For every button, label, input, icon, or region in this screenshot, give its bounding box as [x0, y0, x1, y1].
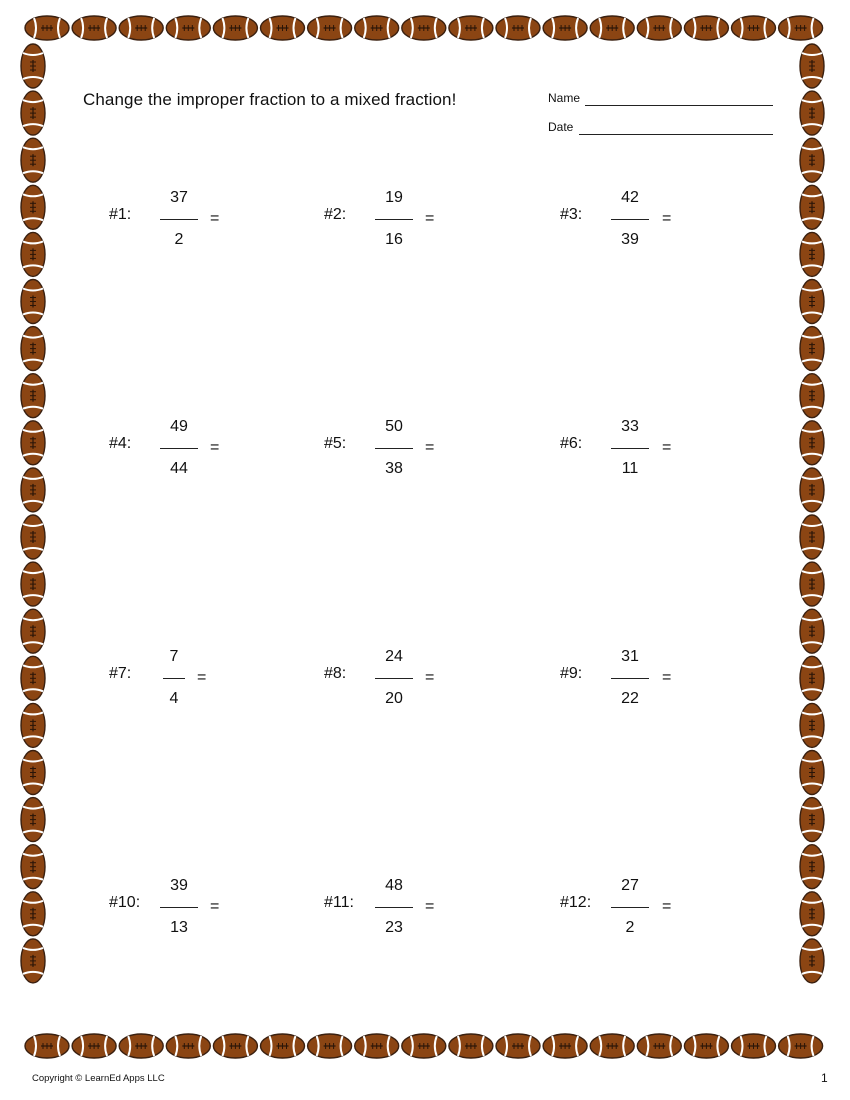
equals-sign: = — [662, 898, 672, 915]
football-icon — [449, 1034, 493, 1058]
numerator: 27 — [621, 877, 639, 894]
denominator: 2 — [174, 231, 184, 248]
fraction-bar — [611, 219, 649, 220]
denominator: 44 — [170, 460, 188, 477]
football-icon — [732, 16, 776, 40]
fraction — [160, 876, 198, 938]
problem-label: #9: — [560, 665, 583, 682]
fraction-bar — [611, 907, 649, 908]
football-icon — [261, 16, 305, 40]
football-icon — [800, 374, 824, 418]
football-icon — [21, 562, 45, 606]
equals-sign: = — [210, 210, 220, 227]
denominator: 20 — [385, 690, 403, 707]
fraction-bar — [160, 448, 198, 449]
denominator: 2 — [625, 919, 635, 936]
football-icon — [21, 609, 45, 653]
football-icon — [21, 421, 45, 465]
copyright-footer: Copyright © LearnEd Apps LLC — [32, 1073, 165, 1084]
numerator: 48 — [385, 877, 403, 894]
fraction — [375, 647, 413, 709]
football-icon — [21, 138, 45, 182]
football-icon — [166, 1034, 210, 1058]
football-icon — [800, 280, 824, 324]
football-icon — [684, 1034, 728, 1058]
football-icon — [25, 16, 69, 40]
football-icon — [800, 138, 824, 182]
football-icon — [800, 562, 824, 606]
football-icon — [590, 1034, 634, 1058]
football-icon — [21, 327, 45, 371]
denominator: 23 — [385, 919, 403, 936]
football-icon — [21, 515, 45, 559]
football-icon — [21, 185, 45, 229]
football-icon — [355, 16, 399, 40]
fraction-bar — [160, 219, 198, 220]
numerator: 42 — [621, 189, 639, 206]
worksheet-title: Change the improper fraction to a mixed fraction! — [83, 90, 457, 109]
football-icon — [21, 468, 45, 512]
football-icon — [800, 656, 824, 700]
football-icon — [21, 892, 45, 936]
equals-sign: = — [425, 439, 435, 456]
fraction — [163, 647, 185, 709]
football-icon — [402, 16, 446, 40]
football-icon — [261, 1034, 305, 1058]
name-label: Name — [548, 91, 581, 105]
problem-label: #11: — [324, 894, 354, 911]
fraction-bar — [375, 907, 413, 908]
numerator: 33 — [621, 418, 639, 435]
football-icon — [590, 16, 634, 40]
fraction-bar — [160, 907, 198, 908]
football-icon — [800, 468, 824, 512]
football-icon — [213, 16, 257, 40]
football-icon — [119, 1034, 163, 1058]
problem-label: #12: — [560, 894, 592, 911]
football-icon — [21, 798, 45, 842]
football-icon — [166, 16, 210, 40]
problem-label: #8: — [324, 665, 347, 682]
football-icon — [21, 280, 45, 324]
football-icon — [496, 1034, 540, 1058]
football-icon — [800, 185, 824, 229]
football-icon — [800, 327, 824, 371]
football-icon — [496, 16, 540, 40]
equals-sign: = — [425, 669, 435, 686]
football-icon — [800, 609, 824, 653]
football-icon — [21, 845, 45, 889]
football-icon — [402, 1034, 446, 1058]
fraction-bar — [611, 448, 649, 449]
football-icon — [308, 1034, 352, 1058]
football-icon — [355, 1034, 399, 1058]
denominator: 16 — [385, 231, 403, 248]
football-icon — [308, 16, 352, 40]
football-icon — [25, 1034, 69, 1058]
football-icon — [21, 656, 45, 700]
equals-sign: = — [210, 439, 220, 456]
football-icon — [72, 1034, 116, 1058]
numerator: 37 — [170, 189, 188, 206]
fraction — [160, 188, 198, 250]
football-icon — [800, 91, 824, 135]
fraction — [611, 417, 649, 479]
date-line — [579, 134, 773, 135]
numerator: 7 — [169, 648, 179, 665]
football-icon — [449, 16, 493, 40]
problem-label: #5: — [324, 435, 347, 452]
problem-label: #1: — [109, 206, 132, 223]
football-icon — [800, 421, 824, 465]
football-icon — [800, 892, 824, 936]
denominator: 38 — [385, 460, 403, 477]
football-icon — [543, 16, 587, 40]
name-line — [585, 105, 773, 106]
football-icon — [800, 845, 824, 889]
football-icon — [800, 44, 824, 88]
problem-label: #6: — [560, 435, 583, 452]
fraction — [611, 188, 649, 250]
football-icon — [732, 1034, 776, 1058]
denominator: 4 — [169, 690, 179, 707]
fraction — [375, 417, 413, 479]
equals-sign: = — [662, 669, 672, 686]
numerator: 19 — [385, 189, 403, 206]
football-icon — [800, 515, 824, 559]
fraction-bar — [375, 678, 413, 679]
denominator: 39 — [621, 231, 639, 248]
problem-label: #4: — [109, 435, 132, 452]
football-icon — [21, 703, 45, 747]
name-field[interactable] — [548, 91, 580, 105]
football-icon — [21, 44, 45, 88]
equals-sign: = — [662, 210, 672, 227]
football-icon — [800, 798, 824, 842]
football-icon — [213, 1034, 257, 1058]
football-icon — [800, 751, 824, 795]
numerator: 50 — [385, 418, 403, 435]
denominator: 22 — [621, 690, 639, 707]
fraction-bar — [163, 678, 185, 679]
problem-label: #7: — [109, 665, 132, 682]
equals-sign: = — [210, 898, 220, 915]
fraction-bar — [611, 678, 649, 679]
football-icon — [21, 232, 45, 276]
numerator: 49 — [170, 418, 188, 435]
denominator: 11 — [621, 460, 639, 477]
fraction-bar — [375, 219, 413, 220]
page-number: 1 — [821, 1071, 828, 1085]
numerator: 24 — [385, 648, 403, 665]
equals-sign: = — [425, 210, 435, 227]
football-icon — [543, 1034, 587, 1058]
football-icon — [779, 1034, 823, 1058]
problem-label: #3: — [560, 206, 583, 223]
football-icon — [684, 16, 728, 40]
problem-label: #10: — [109, 894, 141, 911]
fraction — [611, 876, 649, 938]
football-icon — [637, 16, 681, 40]
denominator: 13 — [170, 919, 188, 936]
equals-sign: = — [197, 669, 207, 686]
numerator: 39 — [170, 877, 188, 894]
problem-label: #2: — [324, 206, 347, 223]
football-icon — [119, 16, 163, 40]
equals-sign: = — [662, 439, 672, 456]
date-field[interactable] — [548, 120, 573, 134]
football-icon — [800, 703, 824, 747]
fraction — [611, 647, 649, 709]
football-icon — [21, 751, 45, 795]
numerator: 31 — [621, 648, 639, 665]
football-icon — [21, 374, 45, 418]
date-label: Date — [548, 120, 574, 134]
football-icon — [800, 232, 824, 276]
football-icon — [72, 16, 116, 40]
fraction — [160, 417, 198, 479]
football-icon — [637, 1034, 681, 1058]
equals-sign: = — [425, 898, 435, 915]
fraction — [375, 188, 413, 250]
football-icon — [21, 939, 45, 983]
football-icon — [800, 939, 824, 983]
fraction-bar — [375, 448, 413, 449]
football-icon — [21, 91, 45, 135]
football-icon — [779, 16, 823, 40]
fraction — [375, 876, 413, 938]
